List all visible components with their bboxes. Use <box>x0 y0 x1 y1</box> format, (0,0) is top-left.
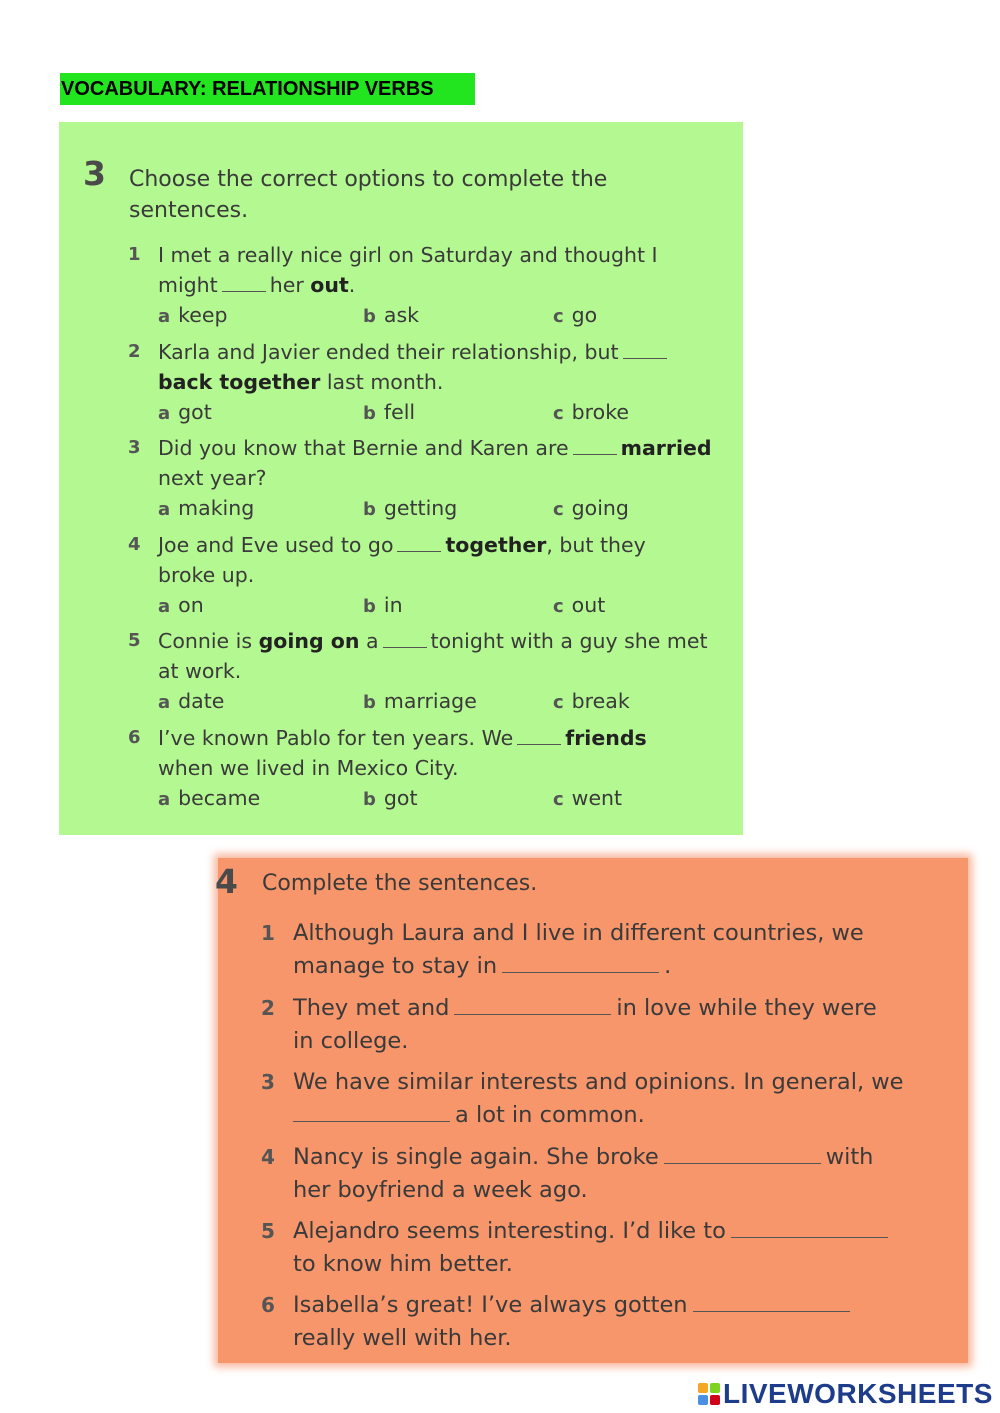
item-text: in love while they were <box>616 995 877 1021</box>
option-c[interactable]: c out <box>553 593 606 617</box>
item-text: Isabella’s great! I’ve always gotten <box>293 1292 688 1318</box>
question-text: her <box>269 273 304 297</box>
item-5-line1 <box>293 1215 893 1248</box>
option-a[interactable]: a date <box>158 689 225 713</box>
item-number: 3 <box>261 1070 275 1094</box>
item-text: . <box>664 953 672 979</box>
item-text: Nancy is single again. She broke <box>293 1144 659 1170</box>
item-6-line1 <box>293 1289 855 1322</box>
answer-blank[interactable] <box>731 1217 888 1238</box>
item-text: with <box>825 1144 874 1170</box>
question-3-line2: next year? <box>158 466 267 490</box>
option-b[interactable]: b marriage <box>363 689 477 713</box>
item-1-line2 <box>293 950 671 983</box>
option-b[interactable]: b getting <box>363 496 458 520</box>
question-1-line2 <box>158 270 355 300</box>
option-a[interactable]: a keep <box>158 303 228 327</box>
item-4-line1 <box>293 1141 873 1174</box>
item-3-line1: We have similar interests and opinions. In general, we <box>293 1069 904 1095</box>
logo-square <box>698 1383 708 1393</box>
option-a[interactable]: a got <box>158 400 212 424</box>
item-2-line1 <box>293 992 877 1025</box>
question-text: a <box>359 629 379 653</box>
option-c[interactable]: c went <box>553 786 623 810</box>
question-5-line2: at work. <box>158 659 242 683</box>
page-title: VOCABULARY: RELATIONSHIP VERBS <box>60 73 475 105</box>
option-b[interactable]: b got <box>363 786 418 810</box>
item-number: 4 <box>261 1145 275 1169</box>
item-5-line2: to know him better. <box>293 1251 513 1277</box>
logo-square <box>710 1383 720 1393</box>
item-number: 1 <box>261 921 275 945</box>
question-number: 5 <box>128 630 141 651</box>
question-text: might <box>158 273 218 297</box>
answer-blank[interactable] <box>664 1143 821 1164</box>
item-6-line2: really well with her. <box>293 1325 512 1351</box>
question-text: Joe and Eve used to go <box>158 533 394 557</box>
exercise-4-instruction: Complete the sentences. <box>262 871 538 896</box>
item-number: 6 <box>261 1293 275 1317</box>
question-6-line1 <box>158 723 647 753</box>
exercise-3-instruction-line1: Choose the correct options to complete the <box>129 167 608 192</box>
exercise-3-instruction-line2: sentences. <box>129 198 249 223</box>
question-5-line1 <box>158 626 708 656</box>
item-2-line2: in college. <box>293 1028 409 1054</box>
option-a[interactable]: a making <box>158 496 255 520</box>
key-word: married <box>620 436 712 460</box>
answer-blank[interactable] <box>222 273 266 292</box>
option-c[interactable]: c go <box>553 303 598 327</box>
item-text: Alejandro seems interesting. I’d like to <box>293 1218 726 1244</box>
item-text: manage to stay in <box>293 953 498 979</box>
option-c[interactable]: c break <box>553 689 630 713</box>
exercise-4-number: 4 <box>215 862 238 901</box>
question-number: 4 <box>128 534 141 555</box>
key-word: going on <box>258 629 360 653</box>
answer-blank[interactable] <box>517 726 561 745</box>
question-1-line1: I met a really nice girl on Saturday and thought I <box>158 243 658 267</box>
answer-blank[interactable] <box>383 629 427 648</box>
question-text: . <box>348 273 356 297</box>
option-b[interactable]: b ask <box>363 303 420 327</box>
logo-icon <box>698 1383 720 1405</box>
answer-blank[interactable] <box>573 436 617 455</box>
question-text: Karla and Javier ended their relationship, but <box>158 340 619 364</box>
question-text: tonight with a guy she met <box>430 629 708 653</box>
liveworksheets-logo[interactable] <box>698 1377 993 1411</box>
question-text: last month. <box>320 370 444 394</box>
question-number: 6 <box>128 727 141 748</box>
question-6-line2: when we lived in Mexico City. <box>158 756 459 780</box>
question-2-line2 <box>158 367 443 397</box>
question-4-line2: broke up. <box>158 563 255 587</box>
logo-text: LIVEWORKSHEETS <box>723 1378 993 1409</box>
key-word: back together <box>158 370 321 394</box>
question-2-line1 <box>158 337 671 367</box>
question-3-line1 <box>158 433 712 463</box>
answer-blank[interactable] <box>397 533 441 552</box>
logo-square <box>710 1395 720 1405</box>
item-text: a lot in common. <box>455 1102 645 1128</box>
item-number: 5 <box>261 1219 275 1243</box>
option-a[interactable]: a on <box>158 593 204 617</box>
question-text: I’ve known Pablo for ten years. We <box>158 726 514 750</box>
question-4-line1 <box>158 530 646 560</box>
question-number: 2 <box>128 341 141 362</box>
question-number: 1 <box>128 244 141 265</box>
option-b[interactable]: b fell <box>363 400 416 424</box>
item-4-line2: her boyfriend a week ago. <box>293 1177 588 1203</box>
key-word: out <box>310 273 349 297</box>
answer-blank[interactable] <box>502 952 659 973</box>
logo-square <box>698 1395 708 1405</box>
exercise-3-number: 3 <box>83 154 106 193</box>
question-text: Connie is <box>158 629 253 653</box>
item-3-line2 <box>293 1099 645 1132</box>
item-1-line1: Although Laura and I live in different countries, we <box>293 920 864 946</box>
question-text: , but they <box>546 533 646 557</box>
answer-blank[interactable] <box>293 1101 450 1122</box>
option-c[interactable]: c broke <box>553 400 629 424</box>
answer-blank[interactable] <box>623 340 667 359</box>
answer-blank[interactable] <box>693 1291 850 1312</box>
answer-blank[interactable] <box>454 994 611 1015</box>
key-word: together <box>445 533 547 557</box>
option-a[interactable]: a became <box>158 786 261 810</box>
key-word: friends <box>565 726 647 750</box>
question-text: Did you know that Bernie and Karen are <box>158 436 569 460</box>
option-c[interactable]: c going <box>553 496 629 520</box>
option-b[interactable]: b in <box>363 593 403 617</box>
item-text: They met and <box>293 995 450 1021</box>
item-number: 2 <box>261 996 275 1020</box>
question-number: 3 <box>128 437 141 458</box>
